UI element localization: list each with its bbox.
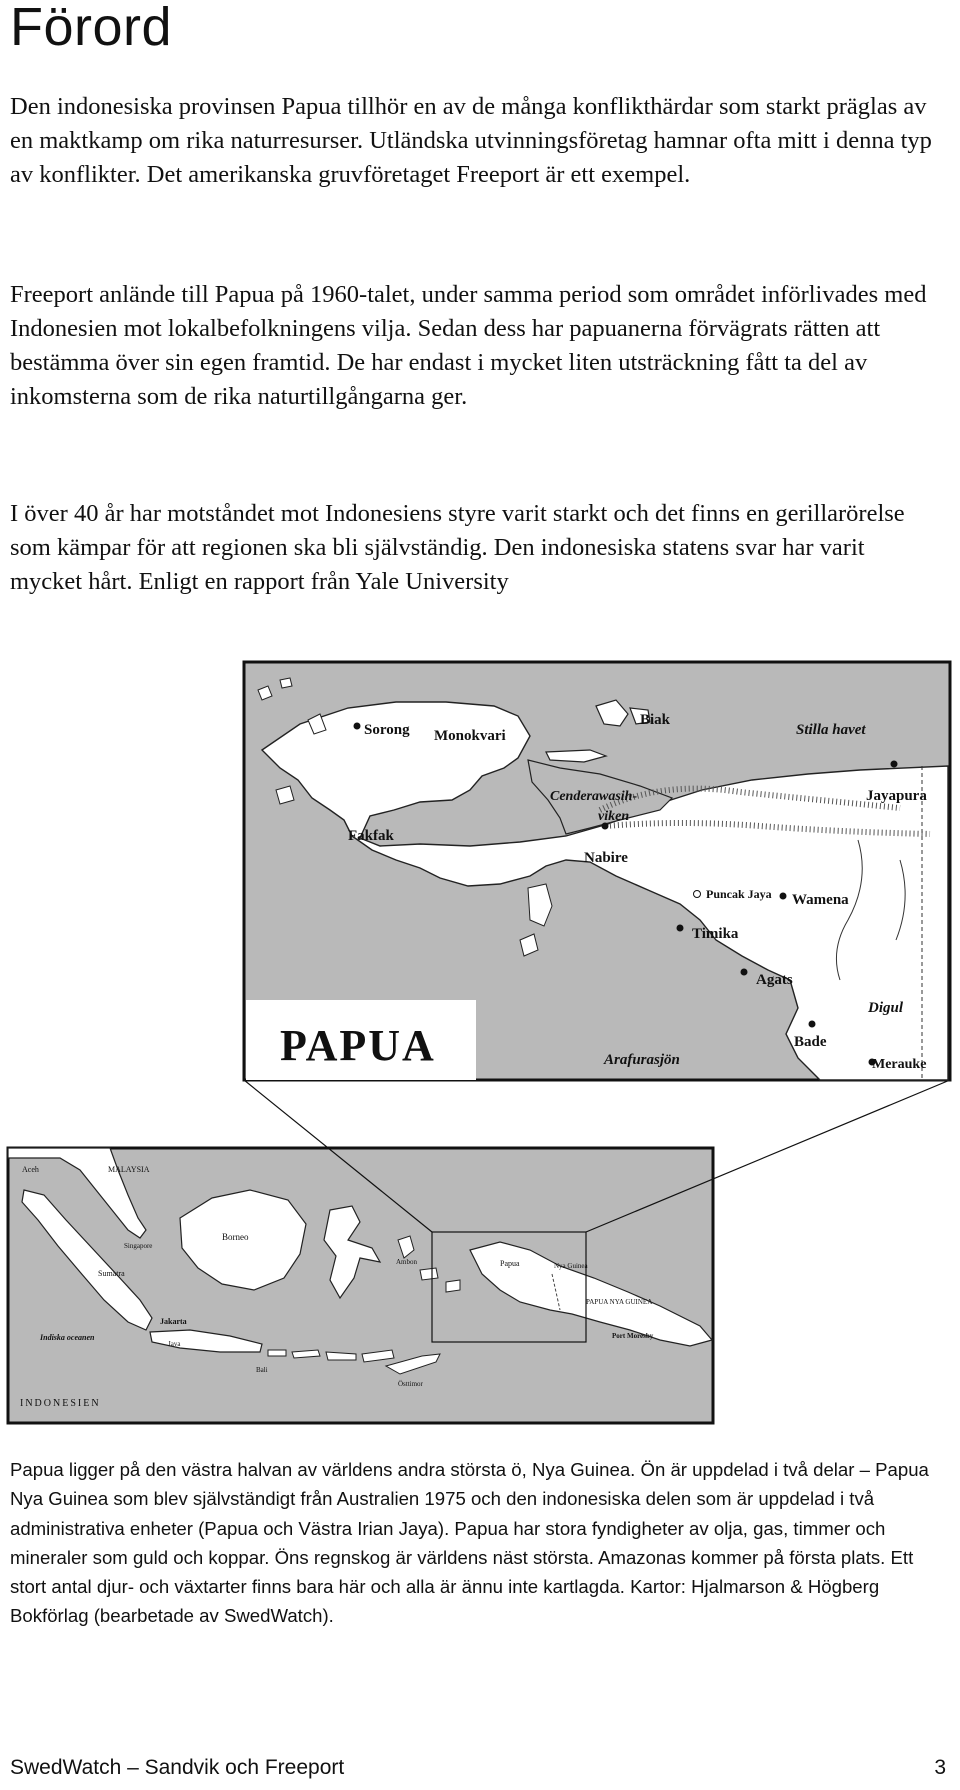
label-java: Java: [168, 1340, 181, 1348]
page-title: Förord: [10, 0, 173, 57]
label-ambon: Ambon: [396, 1258, 417, 1266]
peak-dot-puncak-jaya: [694, 891, 701, 898]
label-bade: Bade: [794, 1034, 827, 1050]
label-borneo: Borneo: [222, 1232, 249, 1242]
label-singapore: Singapore: [124, 1242, 153, 1250]
label-puncak-jaya: Puncak Jaya: [706, 887, 772, 901]
label-papua-small: Papua: [500, 1259, 520, 1268]
label-wamena: Wamena: [792, 892, 849, 908]
intro-paragraph-2: Freeport anlände till Papua på 1960-talet, under samma period som området införlivades med Indonesien mot lokalbefolkningens vilja. Sedan dess har papuanerna förvägrats rätten att bestämma över sin egen framtid. De har endast i mycket liten utsträckning fått ta del av inkomsterna som de rika naturtillgångarna ger.: [10, 281, 927, 410]
intro-paragraph-1: Den indonesiska provinsen Papua tillhör en av de många konflikthärdar som starkt präglas av en maktkamp om rika naturresurser. Utländska utvinningsföretag hamnar ofta mitt i denna typ av konflikter. Det amerikanska gruvföretaget Freeport är ett exempel.: [10, 93, 932, 188]
city-dot-sorong: [354, 723, 361, 730]
label-monokvari: Monokvari: [434, 728, 506, 744]
label-biak: Biak: [640, 712, 671, 728]
indonesia-map: [8, 1148, 713, 1423]
label-port-moresby: Port Moresby: [612, 1332, 654, 1340]
indonesia-map-title: Indonesien: [20, 1398, 101, 1409]
label-stilla-havet: Stilla havet: [796, 722, 866, 738]
label-nya-guinea: Nya Guinea: [554, 1262, 588, 1270]
label-papua-nya-guinea: PAPUA NYA GUINEA: [586, 1298, 653, 1306]
label-fakfak: Fakfak: [348, 828, 394, 844]
papua-map: [244, 662, 950, 1080]
label-sorong: Sorong: [364, 722, 410, 738]
label-agats: Agats: [756, 972, 793, 988]
label-aceh: Aceh: [22, 1165, 39, 1174]
label-nabire: Nabire: [584, 850, 628, 866]
map-figure: [0, 650, 960, 1430]
label-digul: Digul: [868, 1000, 904, 1016]
label-cenderawasih-1: Cenderawasih-: [550, 789, 638, 804]
city-dot-jayapura: [891, 761, 898, 768]
city-dot-agats: [741, 969, 748, 976]
label-sumatra: Sumatra: [98, 1269, 125, 1278]
label-jakarta: Jakarta: [160, 1317, 187, 1326]
label-arafurasjon: Arafurasjön: [604, 1052, 680, 1068]
footer-publication: SwedWatch – Sandvik och Freeport: [10, 1756, 345, 1779]
label-indiska-oceanen: Indiska oceanen: [40, 1333, 95, 1342]
map-svg: [0, 650, 960, 1430]
city-dot-bade: [809, 1021, 816, 1028]
label-bali: Bali: [256, 1366, 268, 1374]
label-osttimor: Östtimor: [398, 1380, 423, 1388]
city-dot-timika: [677, 925, 684, 932]
footer-page-number: 3: [934, 1756, 946, 1779]
papua-map-title: PAPUA: [280, 1021, 436, 1070]
city-dot-wamena: [780, 893, 787, 900]
label-timika: Timika: [692, 926, 739, 942]
label-merauke: Merauke: [872, 1057, 927, 1072]
map-caption: Papua ligger på den västra halvan av världens andra största ö, Nya Guinea. Ön är uppdelad i två delar – Papua Nya Guinea som blev självständigt från Australien 1975 och den indonesiska delen som är uppdelad i två administrativa enheter (Papua och Västra Irian Jaya). Papua har stora fyndigheter av olja, gas, timmer och mineraler som guld och koppar. Öns regnskog är världens näst största. Amazonas kommer på första plats. Ett stort antal djur- och växtarter finns bara här och alla är ännu inte kartlagda. Kartor: Hjalmarson & Högberg Bokförlag (bearbetade av SwedWatch).: [10, 1459, 929, 1627]
label-cenderawasih-2: viken: [598, 809, 630, 824]
label-jayapura: Jayapura: [866, 788, 927, 804]
label-malaysia: MALAYSIA: [108, 1165, 150, 1174]
intro-paragraph-3: I över 40 år har motståndet mot Indonesiens styre varit starkt och det finns en gerillarörelse som kämpar för att regionen ska bli självständig. Den indonesiska statens svar har varit mycket hårt. Enligt en rapport från Yale University: [10, 500, 905, 595]
